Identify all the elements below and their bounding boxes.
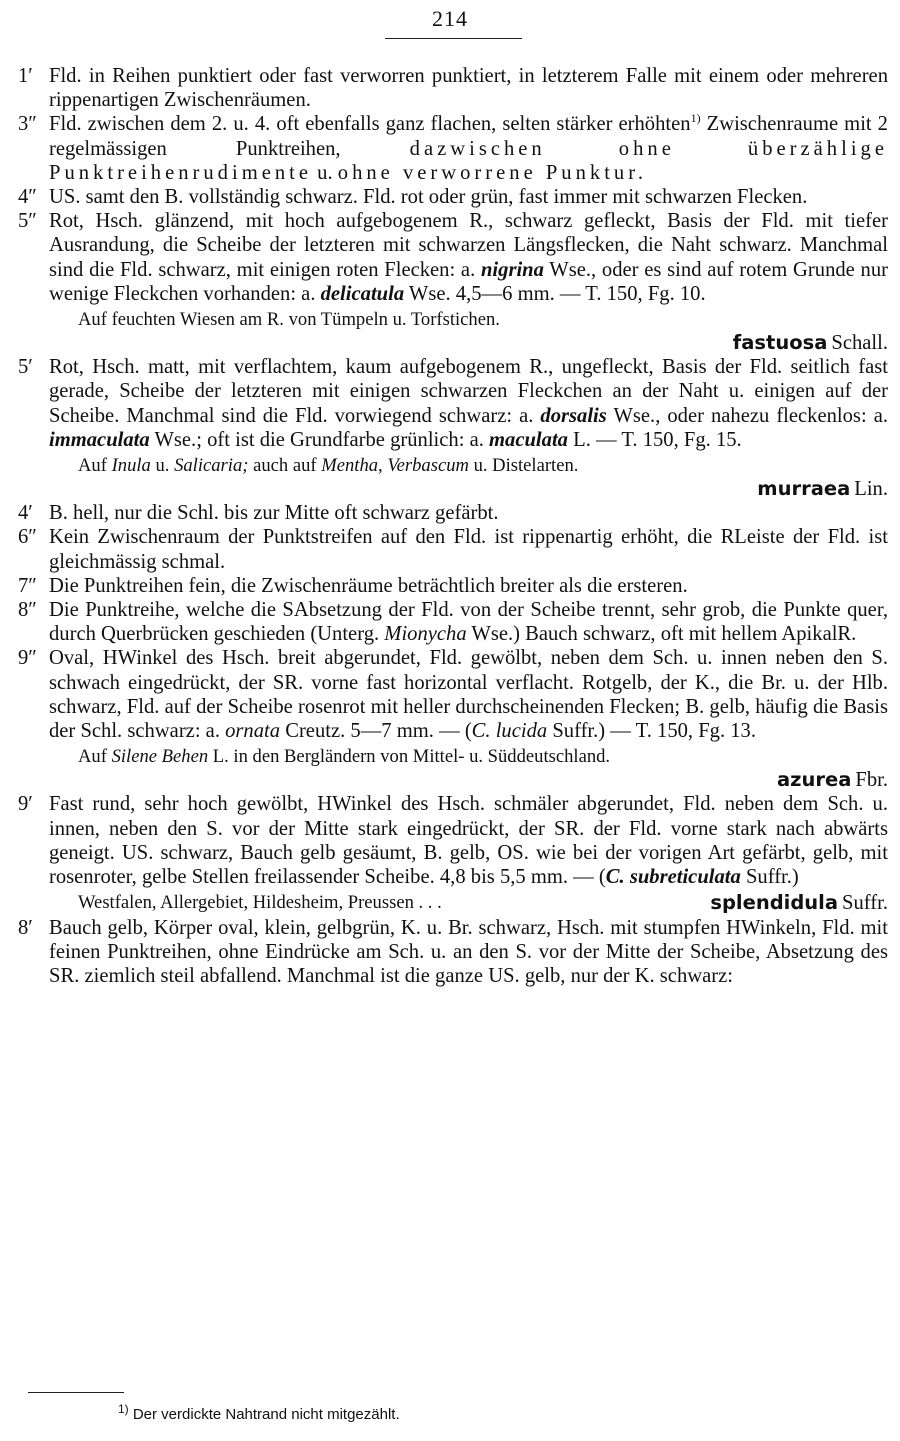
species-name: fastuosa xyxy=(732,331,828,355)
aberration-name: maculata xyxy=(489,428,568,451)
host-plant: Mentha, Verbascum xyxy=(321,455,469,477)
entry-text: B. hell, nur die Schl. bis zur Mitte oft schwarz gefärbt. xyxy=(49,502,499,525)
synonym-name: C. subreticulata xyxy=(605,866,741,889)
footnote-rule xyxy=(28,1392,124,1393)
couplet-number: 1′ xyxy=(18,65,33,87)
aberration-name: ornata xyxy=(225,720,281,743)
aberration-name: dorsalis xyxy=(540,404,607,427)
couplet-number: 4′ xyxy=(18,502,33,525)
footnote-marker: 1) xyxy=(690,111,701,126)
key-entry xyxy=(18,64,888,112)
aberration-name: immaculata xyxy=(49,428,150,451)
key-entry xyxy=(18,112,888,185)
entry-text: Suffr.) — T. 150, Fg. 13. xyxy=(547,720,756,743)
header-rule xyxy=(385,38,522,39)
entry-text: L. — T. 150, Fg. 15. xyxy=(567,428,742,451)
entry-text: Oval, HWinkel des Hsch. breit abgerundet, Fld. gewölbt, neben dem Sch. u. innen neben den S. schwach eingedrückt, der SR. vorne fast horizontal verflacht. Rotgelb, der K., die Br. u. der Hlb. schwarz, Fld. auf der Scheibe rosenrot mit heller durchscheinenden Flecken; B. gelb, häufig die Basis der Schl. schwarz: a. xyxy=(49,647,888,743)
species-line xyxy=(18,891,888,915)
entry-text: Suffr.) xyxy=(740,866,799,889)
couplet-number: 4″ xyxy=(18,186,37,209)
key-text xyxy=(18,64,888,988)
entry-text: Bauch gelb, Körper oval, klein, gelbgrün, K. u. Br. schwarz, Hsch. mit stumpfen HWinkeln, Fld. mit feinen Punktreihen, ohne Eindrücke am Sch. u. an den S. vor der Mitte der Scheibe, Absetzung des SR. ziemlich steil abfallend. Manchmal ist die ganze US. gelb, nur der K. schwarz: xyxy=(49,916,888,987)
locality-text: u. Distelarten. xyxy=(468,455,579,477)
entry-text: Die Punktreihe, welche die SAbsetzung der Fld. von der Scheibe trennt, sehr grob, die Punkte quer, durch Querbrücken geschieden (Unterg. xyxy=(49,599,888,646)
species-line xyxy=(18,768,888,792)
species-line xyxy=(18,331,888,355)
entry-text: Wse.; oft ist die Grundfarbe grünlich: a. xyxy=(149,428,490,451)
species-name: splendidula xyxy=(710,891,839,915)
host-plant: Salicaria; xyxy=(174,455,249,477)
footnote-text: Der verdickte Nahtrand nicht mitgezählt. xyxy=(132,1406,400,1423)
entry-text: US. samt den B. vollständig schwarz. Fld. rot oder grün, fast immer mit schwarzen Flecken. xyxy=(49,186,808,209)
key-entry xyxy=(18,525,888,573)
entry-text: Fast rund, sehr hoch gewölbt, HWinkel des Hsch. schmäler abgerundet, Fld. neben dem Sch. u. innen, neben den S. vor der Mitte stark eingedrückt, der SR. der Fld. vorne stark nach abwärts geneigt. US. schwarz, Bauch gelb gesäumt, B. gelb, OS. wie bei der vorigen Art gefärbt, gelb, mit rosenroter, gelbe Stellen freilassender Scheibe. 4,8 bis 5,5 mm. — ( xyxy=(49,793,888,889)
species-line xyxy=(18,477,888,501)
locality-line: Auf feuchten Wiesen am R. von Tümpeln u. Torfstichen. xyxy=(78,309,500,331)
locality-text: Auf xyxy=(78,455,112,477)
locality-line xyxy=(18,455,888,477)
synonym-name: C. lucida xyxy=(471,720,548,743)
host-plant: Silene Behen xyxy=(111,746,209,768)
key-entry xyxy=(18,574,888,598)
entry-text: Wse.) Bauch schwarz, oft mit hellem ApikalR. xyxy=(466,623,857,646)
entry-text: Die Punktreihen fein, die Zwischenräume beträchtlich breiter als die ersteren. xyxy=(49,574,688,597)
species-name: azurea xyxy=(776,768,852,792)
couplet-number: 9′ xyxy=(18,793,33,816)
couplet-number: 9″ xyxy=(18,647,37,670)
entry-text: Fld. in Reihen punktiert oder fast verworren punktiert, in letzterem Falle mit einem oder mehreren rippenartigen Zwischenräumen. xyxy=(49,65,888,112)
key-entry xyxy=(18,792,888,889)
species-author: Suffr. xyxy=(842,892,888,915)
key-entry xyxy=(18,501,888,525)
entry-text: Wse., oder es sind auf rotem Grunde nur wenige Fleckchen vorhanden: a. xyxy=(49,258,888,305)
subgenus-name: Mionycha xyxy=(384,623,467,646)
species-author: Fbr. xyxy=(855,769,888,792)
entry-text: u. xyxy=(312,161,338,184)
entry-text: Zwischenraume mit 2 regelmässigen Punktreihen, xyxy=(49,113,888,160)
key-entry xyxy=(18,185,888,209)
couplet-number: 8′ xyxy=(18,916,33,939)
key-entry xyxy=(18,355,888,452)
entry-text: Kein Zwischenraum der Punktstreifen auf den Fld. ist rippenartig erhöht, die RLeiste der Fld. ist gleichmässig schmal. xyxy=(49,526,888,573)
spaced-emphasis: ohne verworrene Punktur. xyxy=(337,161,648,184)
spaced-emphasis: dazwischen ohne überzählige Punktreihenrudimente xyxy=(49,137,888,184)
locality-text: u. xyxy=(150,455,175,477)
entry-text: Wse. 4,5—6 mm. — T. 150, Fg. 10. xyxy=(404,282,706,305)
entry-text: Wse., oder nahezu fleckenlos: a. xyxy=(606,404,888,427)
entry-text: Creutz. 5—7 mm. — ( xyxy=(280,720,472,743)
species-author: Lin. xyxy=(854,478,888,501)
couplet-number: 5″ xyxy=(18,210,37,233)
locality-line: Westfalen, Allergebiet, Hildesheim, Preussen . . . xyxy=(78,892,442,914)
species-name: murraea xyxy=(757,477,851,501)
key-entry xyxy=(18,916,888,989)
entry-text: Rot, Hsch. glänzend, mit hoch aufgebogenem R., schwarz gefleckt, Basis der Fld. mit tiefer Ausrandung, die Scheibe der letzteren mit schwarzen Längsflecken, die Naht schwarz. Manchmal sind die Fld. schwarz, mit einigen roten Flecken: a. xyxy=(49,210,888,281)
locality-line xyxy=(18,746,888,768)
key-entry xyxy=(18,598,888,646)
key-entry xyxy=(18,646,888,743)
locality-text: auch auf xyxy=(248,455,322,477)
key-entry xyxy=(18,209,888,306)
host-plant: Inula xyxy=(111,455,151,477)
entry-text: Fld. zwischen dem 2. u. 4. oft ebenfalls ganz flachen, selten stärker erhöhten xyxy=(49,113,691,136)
locality-text: L. in den Bergländern von Mittel- u. Süddeutschland. xyxy=(208,746,611,768)
species-author: Schall. xyxy=(831,332,888,355)
locality-text: Auf xyxy=(78,746,112,768)
couplet-number: 8″ xyxy=(18,599,37,622)
couplet-number: 5′ xyxy=(18,356,33,379)
aberration-name: delicatula xyxy=(320,282,405,305)
couplet-number: 3″ xyxy=(18,113,37,136)
aberration-name: nigrina xyxy=(480,258,544,281)
footnote xyxy=(118,1402,400,1423)
entry-text: Rot, Hsch. matt, mit verflachtem, kaum aufgebogenem R., ungefleckt, Basis der Fld. seitlich fast gerade, Scheibe der letzteren mit einigen schwarzen Fleckchen an der Naht u. einigen auf der Scheibe. Manchmal sind die Fld. vorwiegend schwarz: a. xyxy=(49,356,888,427)
couplet-number: 6″ xyxy=(18,526,37,549)
footnote-marker: 1) xyxy=(118,1402,129,1416)
couplet-number: 7″ xyxy=(18,574,37,597)
page-number: 214 xyxy=(432,6,468,31)
